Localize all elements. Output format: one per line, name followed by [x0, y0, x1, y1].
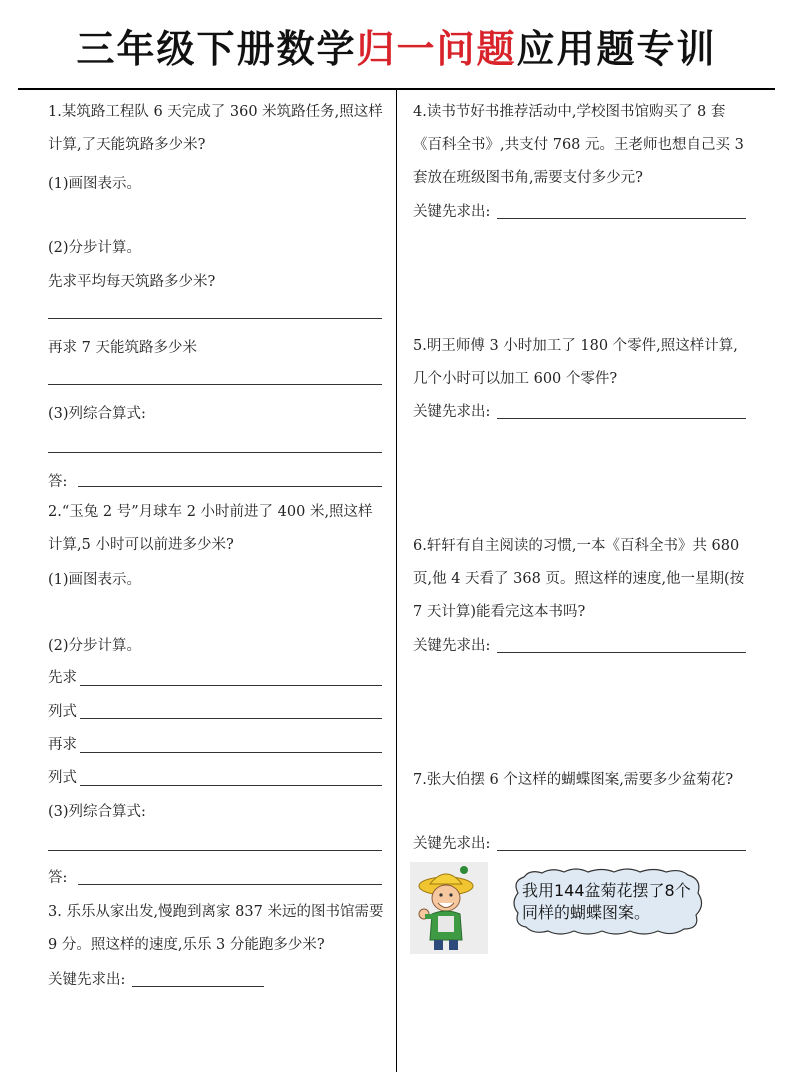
- q2-step4-line[interactable]: [80, 785, 382, 786]
- q7-text: 7.张大伯摆 6 个这样的蝴蝶图案,需要多少盆菊花?: [413, 772, 734, 788]
- farmer-cartoon-image: [410, 862, 488, 954]
- answer-line[interactable]: [48, 850, 382, 851]
- q6-text: 6.轩轩有自主阅读的习惯,一本《百科全书》共 680 页,他 4 天看了 368 页。照这样的速度,他一星期(按 7 天计算)能看完这本书吗?: [413, 538, 745, 620]
- q6-key-line[interactable]: [497, 652, 746, 653]
- q7-key-line[interactable]: [497, 850, 746, 851]
- q3-key-line[interactable]: [132, 986, 264, 987]
- q1-answer-label: 答:: [48, 474, 68, 490]
- q1-part2: (2)分步计算。: [48, 240, 142, 256]
- q1-part3: (3)列综合算式:: [48, 406, 146, 422]
- q6-key-label: 关键先求出:: [413, 638, 491, 654]
- q1-part1: (1)画图表示。: [48, 176, 142, 192]
- q2-step2-line[interactable]: [80, 718, 382, 719]
- title-part-1: 三年级下册数学: [76, 27, 357, 71]
- q4-key-line[interactable]: [497, 218, 746, 219]
- speech-bubble-text: 我用144盆菊花摆了8个同样的蝴蝶图案。: [522, 881, 691, 922]
- q1-text: 1.某筑路工程队 6 天完成了 360 米筑路任务,照这样计算,了天能筑路多少米?: [48, 104, 383, 153]
- q2-step3-label: 再求: [48, 737, 77, 753]
- q2-step4-label: 列式: [48, 770, 77, 786]
- q3-key-label: 关键先求出:: [48, 972, 126, 988]
- q2-answer-line[interactable]: [78, 884, 382, 885]
- q2-part3: (3)列综合算式:: [48, 804, 146, 820]
- q5-text: 5.明王师傅 3 小时加工了 180 个零件,照这样计算,几个小时可以加工 600 个零件?: [413, 338, 738, 387]
- q5-key-label: 关键先求出:: [413, 404, 491, 420]
- title-part-3: 应用题专训: [516, 27, 717, 71]
- farmer-illustration: [410, 862, 488, 954]
- left-column: [48, 96, 384, 1072]
- q7-key-label: 关键先求出:: [413, 836, 491, 852]
- q2-step1-label: 先求: [48, 670, 77, 686]
- q2-step3-line[interactable]: [80, 752, 382, 753]
- column-divider: [396, 90, 397, 1072]
- q2-step1-line[interactable]: [80, 685, 382, 686]
- q1-answer-line[interactable]: [78, 486, 382, 487]
- q2-part2: (2)分步计算。: [48, 638, 142, 654]
- answer-line[interactable]: [48, 384, 382, 385]
- answer-line[interactable]: [48, 452, 382, 453]
- q3-text: 3. 乐乐从家出发,慢跑到离家 837 米远的图书馆需要 9 分。照这样的速度,乐乐 3 分能跑多少米?: [48, 904, 384, 953]
- title-part-2: 归一问题: [356, 27, 517, 71]
- q2-part1: (1)画图表示。: [48, 572, 142, 588]
- q2-text: 2.“玉兔 2 号”月球车 2 小时前进了 400 米,照这样计算,5 小时可以前进多少米?: [48, 504, 373, 553]
- q2-step2-label: 列式: [48, 704, 77, 720]
- q4-key-label: 关键先求出:: [413, 204, 491, 220]
- q1-part2a: 先求平均每天筑路多少米?: [48, 274, 216, 290]
- answer-line[interactable]: [48, 318, 382, 319]
- page-title: [0, 18, 793, 73]
- q4-text: 4.读书节好书推荐活动中,学校图书馆购买了 8 套《百科全书》,共支付 768 元。王老师也想自己买 3 套放在班级图书角,需要支付多少元?: [413, 104, 744, 186]
- q1-part2b: 再求 7 天能筑路多少米: [48, 340, 197, 356]
- q2-answer-label: 答:: [48, 870, 68, 886]
- q5-key-line[interactable]: [497, 418, 746, 419]
